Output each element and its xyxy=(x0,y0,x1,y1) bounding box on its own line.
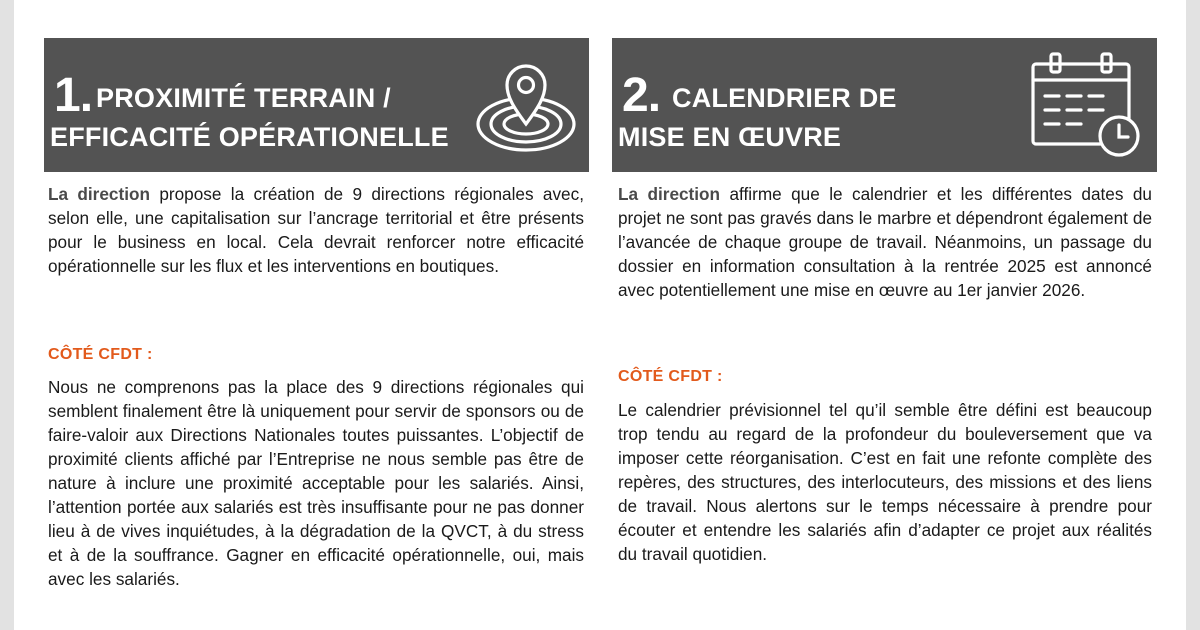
section-calendrier xyxy=(612,38,1157,564)
cfdt-paragraph: Nous ne comprenons pas la place des 9 directions régionales qui semblent finalement être là uniquement pour servir de sponsors ou de faire-valoir aux Directions Nationales toutes puissantes. L’objectif de proximité clients affiché par l’Entreprise ne nous semble pas être de nature à inclure une proximité acceptable pour les salariés. Ainsi, l’attention portée aux salariés est très insuffisante pour ne pas donner lieu à de vives inquiétudes, à la dégradation de la QVCT, à du stress et à de la souffrance. Gagner en efficacité opérationnelle, oui, mais avec les salariés. xyxy=(48,377,584,589)
section-number: 1. xyxy=(54,69,93,122)
cfdt-paragraph: Le calendrier prévisionnel tel qu’il semble être défini est beaucoup trop tendu au regard de la profondeur du bouleversement que va imposer cette réorganisation. C’est en fait une refonte complète des repères, des structures, des interlocuteurs, des missions et des liens de travail. Nous alertons sur le temps nécessaire à prendre pour écouter et entendre les salariés afin d’adapter ce projet aux réalités du travail quotidien. xyxy=(618,400,1152,564)
section-title-line2: EFFICACITÉ OPÉRATIONELLE xyxy=(50,122,449,152)
document-page xyxy=(14,0,1186,630)
section-number: 2. xyxy=(622,69,661,122)
cfdt-label: CÔTÉ CFDT : xyxy=(48,346,153,363)
intro-paragraph xyxy=(618,182,1152,302)
section-title-line1: PROXIMITÉ TERRAIN / xyxy=(96,83,391,113)
calendar-clock-icon xyxy=(1027,50,1145,160)
cfdt-label: CÔTÉ CFDT : xyxy=(618,368,723,385)
section-header xyxy=(612,38,1157,172)
section-header xyxy=(44,38,589,172)
intro-text: propose la création de 9 directions régionales avec, selon elle, une capitalisation sur l’ancrage territorial et être présents pour le business en local. Cela devrait renforcer notre efficacité opérationnelle sur les flux et les interventions en boutiques. xyxy=(48,184,584,276)
section-title-line2: MISE EN ŒUVRE xyxy=(618,122,842,152)
intro-text: affirme que le calendrier et les différentes dates du projet ne sont pas gravés dans le marbre et dépendront également de l’avancée de chaque groupe de travail. Néanmoins, un passage du dossier en information consultation à la rentrée 2025 est annoncé avec potentiellement une mise en œuvre au 1er janvier 2026. xyxy=(618,184,1152,300)
section-proximite xyxy=(44,38,589,589)
intro-paragraph xyxy=(48,182,584,278)
intro-lead: La direction xyxy=(48,184,150,204)
intro-lead: La direction xyxy=(618,184,721,204)
section-title-line1: CALENDRIER DE xyxy=(672,83,897,113)
location-pin-icon xyxy=(474,52,578,156)
